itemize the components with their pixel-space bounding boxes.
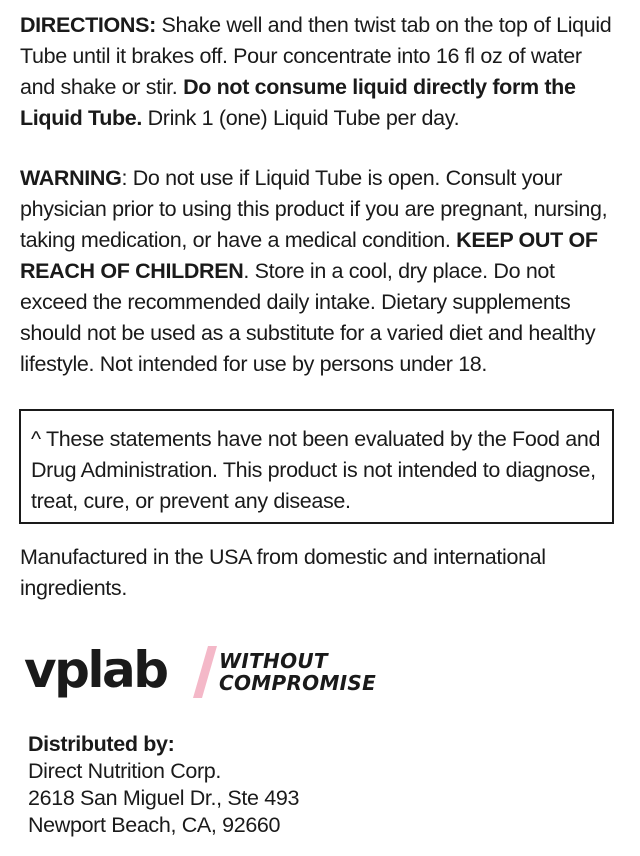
distributor-heading: Distributed by: [28,732,175,756]
directions-text: Shake well and then twist tab on the top of Liquid Tube until it brakes off. Pour concentrate into 16 fl oz of water and shake or stir. [20,13,612,99]
brand-tagline [219,650,376,694]
directions-paragraph [20,10,620,134]
warning-label: WARNING [20,166,122,190]
warning-storage-text: . Store in a cool, dry place. Do not exceed the recommended daily intake. Dietary supplements should not be used as a substitute for a varied diet and healthy lifestyle. Not intended for use by persons under 18. [20,259,596,376]
fda-disclaimer-text: ^ These statements have not been evaluated by the Food and Drug Administration. This product is not intended to diagnose, treat, cure, or prevent any disease. [31,427,601,513]
directions-bold-warning: Do not consume liquid directly form the Liquid Tube. [20,75,576,130]
distributor-address-line-1: 2618 San Miguel Dr., Ste 493 [28,786,300,810]
tagline-line-2: COMPROMISE [219,671,377,695]
fda-disclaimer-box [19,409,614,524]
warning-paragraph [20,163,620,380]
brand-logo [24,640,444,710]
distributor-block [28,731,299,839]
warning-children-notice: KEEP OUT OF REACH OF CHILDREN [20,228,598,283]
warning-text: : Do not use if Liquid Tube is open. Consult your physician prior to using this product if you are pregnant, nursing, taking medication, or have a medical condition. [20,166,608,252]
directions-label: DIRECTIONS: [20,13,156,37]
distributor-address-line-2: Newport Beach, CA, 92660 [28,813,281,837]
brand-slash-icon [192,642,218,702]
distributor-company: Direct Nutrition Corp. [28,759,222,783]
directions-dosage: Drink 1 (one) Liquid Tube per day. [142,106,460,130]
brand-wordmark: vplab [24,641,167,699]
manufactured-statement: Manufactured in the USA from domestic and international ingredients. [20,545,546,600]
tagline-line-1: WITHOUT [219,649,328,673]
